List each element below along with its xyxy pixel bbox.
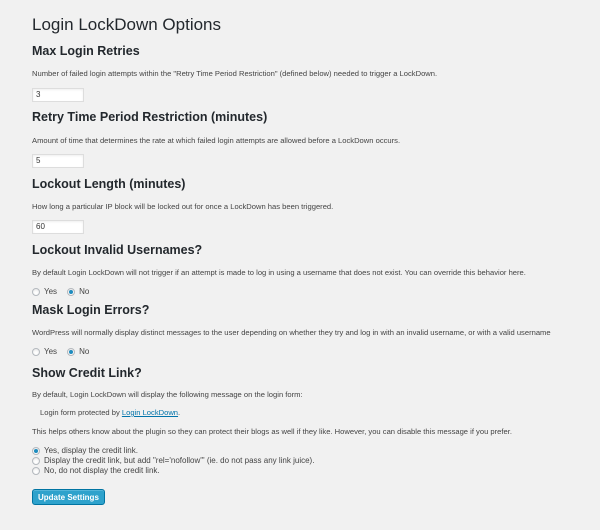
mask-errors-yes-label[interactable]: Yes bbox=[44, 347, 58, 356]
max-retries-description: Number of failed login attempts within the "Retry Time Period Restriction" (defined below) needed to trigger a LockDown. bbox=[32, 69, 438, 78]
credit-option-1[interactable] bbox=[32, 446, 138, 455]
mask-errors-no-radio[interactable] bbox=[67, 348, 75, 356]
invalid-usernames-options bbox=[32, 287, 89, 296]
page-title: Login LockDown Options bbox=[32, 15, 222, 34]
credit-example-suffix: . bbox=[178, 408, 181, 417]
credit-option-2-radio[interactable] bbox=[32, 457, 40, 465]
credit-option-3-radio[interactable] bbox=[32, 467, 40, 475]
lockout-length-description: How long a particular IP block will be locked out for once a LockDown has been triggered. bbox=[32, 202, 334, 211]
credit-option-1-radio[interactable] bbox=[32, 447, 40, 455]
mask-errors-description: WordPress will normally display distinct messages to the user depending on whether they try and log in with an invalid username, or with a valid username bbox=[32, 328, 551, 337]
retry-period-description: Amount of time that determines the rate at which failed login attempts are allowed before a LockDown occurs. bbox=[32, 136, 401, 145]
mask-errors-title: Mask Login Errors? bbox=[32, 303, 150, 317]
invalid-usernames-description: By default Login LockDown will not trigger if an attempt is made to log in using a username that does not exist. You can override this behavior here. bbox=[32, 268, 526, 277]
update-settings-button[interactable]: Update Settings bbox=[32, 489, 105, 505]
invalid-usernames-title: Lockout Invalid Usernames? bbox=[32, 243, 203, 257]
credit-link-help: This helps others know about the plugin so they can protect their blogs as well if they like. However, you can disable this message if you prefer. bbox=[32, 427, 512, 436]
credit-option-1-label[interactable]: Yes, display the credit link. bbox=[44, 446, 138, 455]
credit-link-title: Show Credit Link? bbox=[32, 366, 142, 380]
invalid-usernames-no-radio[interactable] bbox=[67, 288, 75, 296]
lockout-length-input[interactable] bbox=[32, 220, 84, 234]
credit-option-3-label[interactable]: No, do not display the credit link. bbox=[44, 466, 160, 475]
credit-option-2[interactable] bbox=[32, 456, 314, 465]
max-retries-input[interactable] bbox=[32, 88, 84, 102]
credit-example-prefix: Login form protected by bbox=[40, 408, 122, 417]
invalid-usernames-yes-label[interactable]: Yes bbox=[44, 287, 58, 296]
credit-option-2-label[interactable]: Display the credit link, but add "rel='nofollow'" (ie. do not pass any link juice). bbox=[44, 456, 315, 465]
credit-option-3[interactable] bbox=[32, 466, 160, 475]
mask-errors-options bbox=[32, 347, 89, 356]
retry-period-title: Retry Time Period Restriction (minutes) bbox=[32, 110, 268, 124]
lockout-length-title: Lockout Length (minutes) bbox=[32, 177, 186, 191]
invalid-usernames-no-label[interactable]: No bbox=[79, 287, 90, 296]
max-retries-title: Max Login Retries bbox=[32, 44, 140, 58]
mask-errors-no-label[interactable]: No bbox=[79, 347, 90, 356]
login-lockdown-link[interactable]: Login LockDown bbox=[121, 408, 179, 417]
invalid-usernames-yes-radio[interactable] bbox=[32, 288, 40, 296]
credit-link-description: By default, Login LockDown will display the following message on the login form: bbox=[32, 390, 303, 399]
credit-link-example bbox=[40, 408, 180, 417]
retry-period-input[interactable] bbox=[32, 154, 84, 168]
mask-errors-yes-radio[interactable] bbox=[32, 348, 40, 356]
